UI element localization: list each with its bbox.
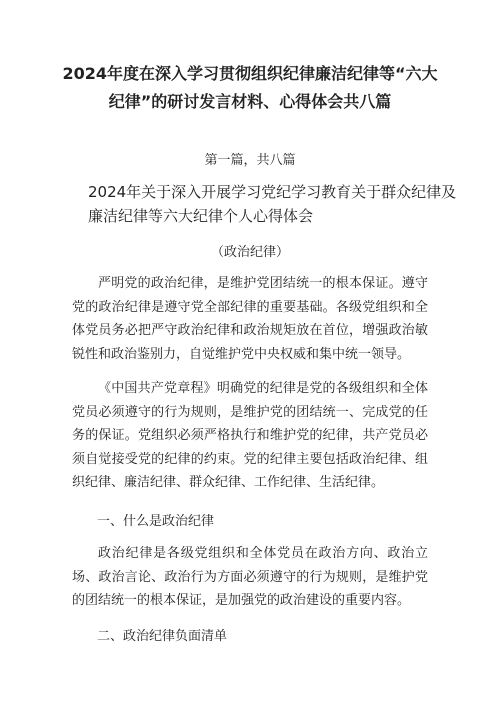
section-heading-1: 一、什么是政治纪律 [97,514,215,529]
paragraph-3: 政治纪律是各级党组织和全体党员在政治方向、政治立场、政治言论、政治行为方面必须遵守的行为规则，是维护党的团结统一的根本保证，是加强党的政治建设的重要内容。 [72,546,428,608]
article-title: 2024年关于深入开展学习党纪学习教育关于群众纪律及廉洁纪律等六大纪律个人心得体会 [88,183,457,225]
paragraph-2: 《中国共产党章程》明确党的纪律是党的各级组织和全体党员必须遵守的行为规则，是维护党的团结统一、完成党的任务的保证。党组织必须严格执行和维护党的纪律，共产党员必须自觉接受党的纪律的约束。党的纪律主要包括政治纪律、组织纪律、廉洁纪律、群众纪律、工作纪律、生活纪律。 [72,381,428,490]
section-heading-2: 二、政治纪律负面清单 [97,629,228,644]
chapter-label: 第一篇，共八篇 [204,153,296,168]
document-title: 2024年度在深入学习贯彻组织纪律廉洁纪律等“六大纪律”的研讨发言材料、心得体会共八篇 [62,64,438,111]
paragraph-1: 严明党的政治纪律，是维护党团结统一的根本保证。遵守党的政治纪律是遵守党全部纪律的重要基础。各级党组织和全体党员务必把严守政治纪律和政治规矩放在首位，增强政治敏锐性和政治鉴别力，自觉维护党中央权威和集中统一领导。 [72,276,428,362]
section-tag: （政治纪律） [210,245,289,260]
